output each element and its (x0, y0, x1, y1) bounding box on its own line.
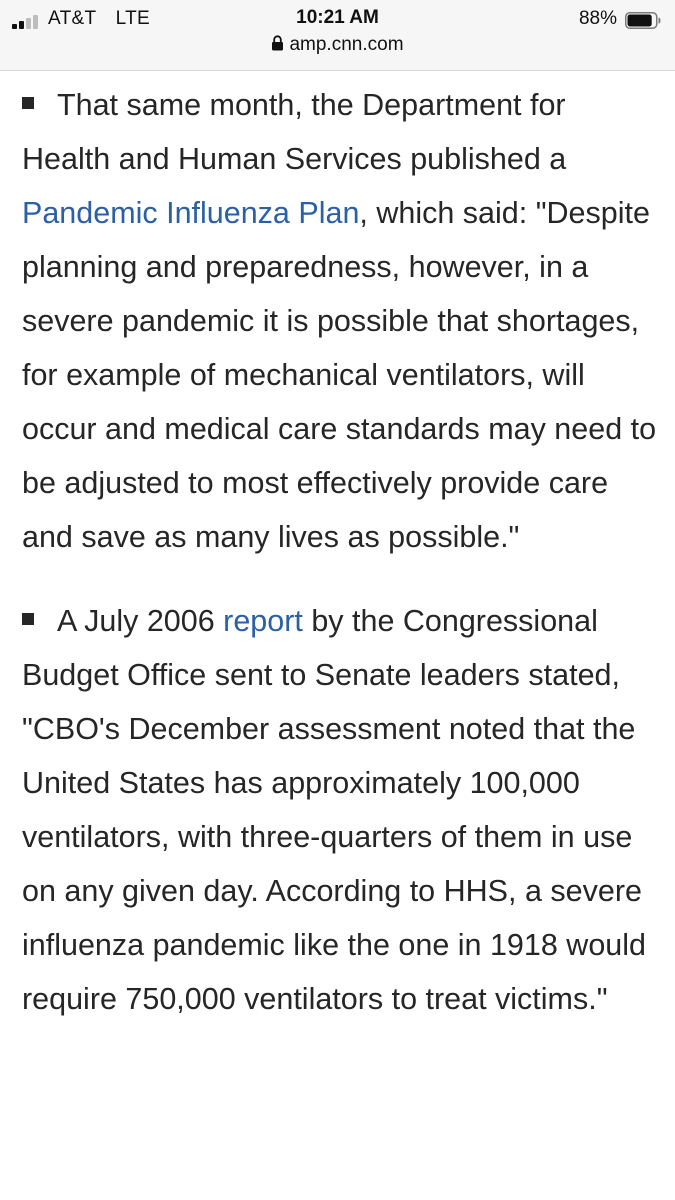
list-item (0, 78, 675, 564)
url-text: amp.cnn.com (289, 34, 404, 55)
status-row (0, 6, 675, 32)
item-text-before: A July 2006 (57, 604, 224, 638)
carrier-name: AT&T (48, 8, 97, 29)
list-item (0, 594, 675, 1026)
item-text-before: That same month, the Department for Health and Human Services published a (22, 88, 567, 176)
address-bar[interactable] (0, 34, 675, 60)
report-link[interactable]: report (223, 604, 303, 638)
pandemic-influenza-plan-link[interactable]: Pandemic Influenza Plan (22, 196, 360, 230)
clock: 10:21 AM (296, 7, 379, 28)
item-text-after: by the Congressional Budget Office sent to Senate leaders stated, "CBO's December assessment noted that the United States has approximately 100,000 ventilators, with three-quarters of them in use on any given day. According to HHS, a severe influenza pandemic like the one in 1918 would require 750,000 ventilators to treat victims." (22, 604, 646, 1016)
lock-icon (271, 35, 284, 51)
status-bar (0, 0, 675, 71)
bullet-icon (22, 613, 34, 625)
network-type: LTE (115, 8, 150, 29)
item-text-after: , which said: "Despite planning and preparedness, however, in a severe pandemic it is possible that shortages, for example of mechanical ventilators, will occur and medical care standards may need to be adjusted to most effectively provide care and save as many lives as possible." (22, 196, 657, 554)
battery-icon (625, 12, 661, 29)
battery-percent: 88% (578, 8, 617, 29)
article-content (0, 78, 675, 1026)
bullet-icon (22, 97, 34, 109)
